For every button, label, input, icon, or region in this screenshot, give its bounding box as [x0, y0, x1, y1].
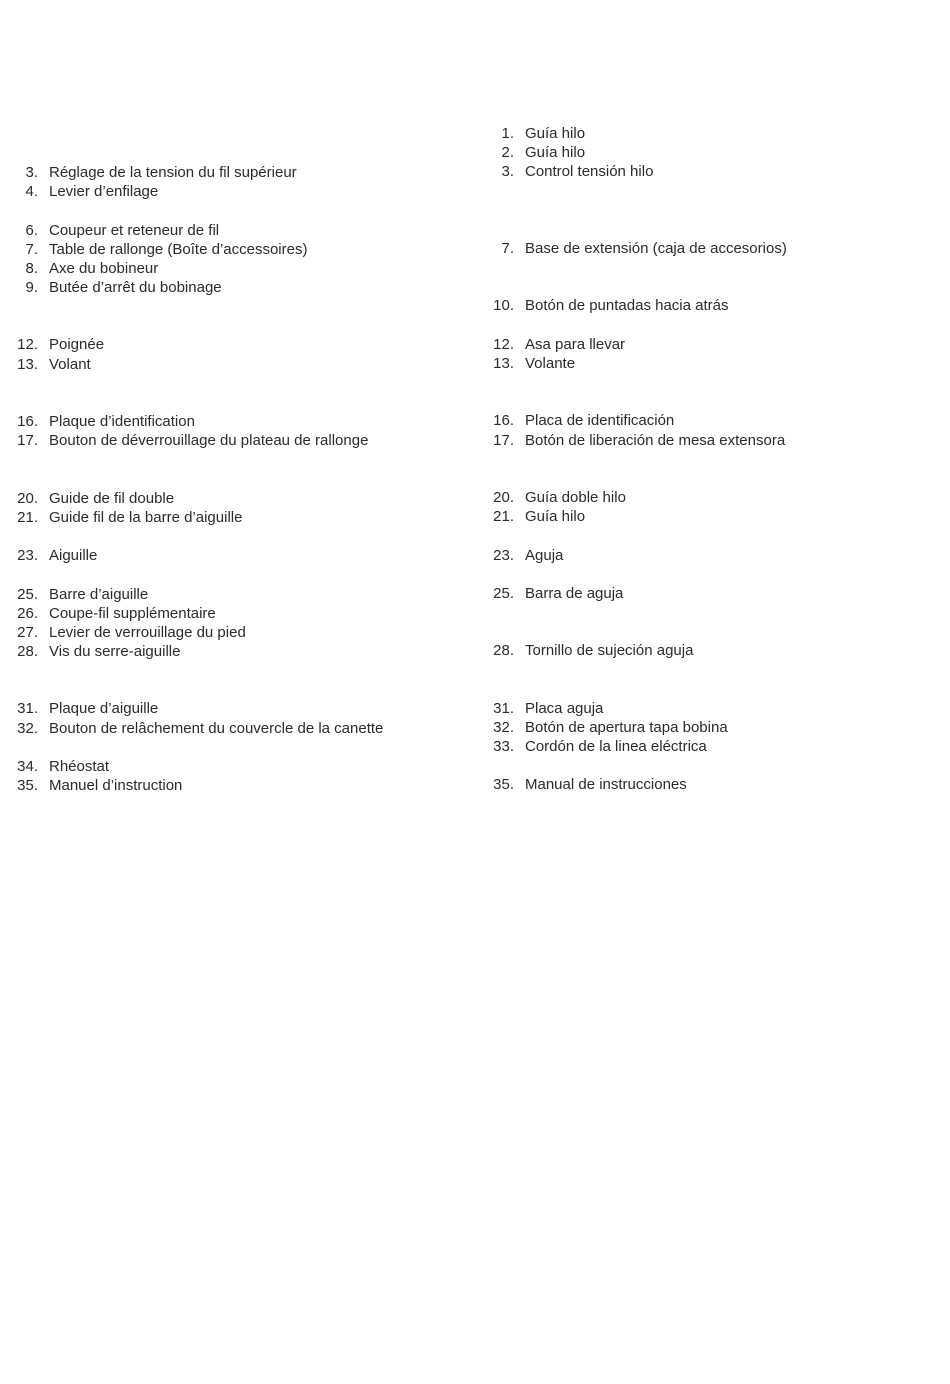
- item-label: Guía hilo: [525, 144, 586, 161]
- item-number: 12.: [17, 336, 38, 353]
- item-label: Aguja: [525, 547, 564, 564]
- item-number: 26.: [17, 605, 38, 622]
- item-number: 17.: [493, 432, 514, 449]
- item-number: 33.: [493, 738, 514, 755]
- item-number: 1.: [501, 125, 514, 142]
- item-number: 17.: [17, 432, 38, 449]
- item-label: Control tensión hilo: [525, 163, 654, 180]
- item-number: 32.: [493, 719, 514, 736]
- item-label: Rhéostat: [49, 758, 110, 775]
- item-number: 25.: [17, 586, 38, 603]
- item-label: Poignée: [49, 336, 105, 353]
- item-number: 21.: [17, 509, 38, 526]
- item-number: 16.: [493, 412, 514, 429]
- item-label: Botón de apertura tapa bobina: [525, 719, 728, 736]
- item-label: Guide fil de la barre d’aiguille: [49, 509, 243, 526]
- item-label: Placa aguja: [525, 700, 604, 717]
- item-number: 35.: [17, 777, 38, 794]
- item-label: Botón de puntadas hacia atrás: [525, 297, 729, 314]
- item-label: Asa para llevar: [525, 336, 626, 353]
- item-label: Guía doble hilo: [525, 489, 626, 506]
- item-number: 9.: [25, 279, 38, 296]
- item-number: 34.: [17, 758, 38, 775]
- item-number: 8.: [25, 260, 38, 277]
- item-number: 13.: [17, 356, 38, 373]
- item-number: 12.: [493, 336, 514, 353]
- item-number: 23.: [17, 547, 38, 564]
- item-number: 20.: [493, 489, 514, 506]
- item-number: 20.: [17, 490, 38, 507]
- item-number: 16.: [17, 413, 38, 430]
- item-label: Barre d’aiguille: [49, 586, 149, 603]
- item-number: 28.: [493, 642, 514, 659]
- item-label: Coupeur et reteneur de fil: [49, 222, 220, 239]
- item-label: Plaque d’identification: [49, 413, 195, 430]
- item-label: Axe du bobineur: [49, 260, 159, 277]
- item-label: Cordón de la linea eléctrica: [525, 738, 707, 755]
- item-label: Volante: [525, 355, 576, 372]
- item-label: Vis du serre-aiguille: [49, 643, 181, 660]
- item-number: 4.: [25, 183, 38, 200]
- item-label: Bouton de déverrouillage du plateau de rallonge: [49, 432, 369, 449]
- item-label: Levier d’enfilage: [49, 183, 159, 200]
- item-label: Guía hilo: [525, 508, 586, 525]
- item-label: Guide de fil double: [49, 490, 175, 507]
- item-label: Volant: [49, 356, 91, 373]
- item-label: Manuel d’instruction: [49, 777, 183, 794]
- item-number: 23.: [493, 547, 514, 564]
- item-label: Barra de aguja: [525, 585, 624, 602]
- item-number: 3.: [501, 163, 514, 180]
- item-number: 6.: [25, 222, 38, 239]
- item-label: Levier de verrouillage du pied: [49, 624, 246, 641]
- item-label: Tornillo de sujeción aguja: [525, 642, 694, 659]
- item-label: Bouton de relâchement du couvercle de la canette: [49, 720, 384, 737]
- item-label: Aiguille: [49, 547, 98, 564]
- item-number: 13.: [493, 355, 514, 372]
- item-label: Placa de identificación: [525, 412, 675, 429]
- item-number: 28.: [17, 643, 38, 660]
- item-number: 27.: [17, 624, 38, 641]
- item-number: 31.: [493, 700, 514, 717]
- item-number: 7.: [501, 240, 514, 257]
- item-label: Coupe-fil supplémentaire: [49, 605, 216, 622]
- item-number: 32.: [17, 720, 38, 737]
- item-label: Botón de liberación de mesa extensora: [525, 432, 786, 449]
- item-number: 21.: [493, 508, 514, 525]
- item-number: 3.: [25, 164, 38, 181]
- item-number: 25.: [493, 585, 514, 602]
- item-label: Butée d’arrêt du bobinage: [49, 279, 222, 296]
- item-label: Guía hilo: [525, 125, 586, 142]
- item-number: 10.: [493, 297, 514, 314]
- item-label: Plaque d’aiguille: [49, 700, 159, 717]
- item-label: Manual de instrucciones: [525, 776, 687, 793]
- item-number: 31.: [17, 700, 38, 717]
- item-number: 2.: [501, 144, 514, 161]
- item-label: Base de extensión (caja de accesorios): [525, 240, 787, 257]
- item-number: 7.: [25, 241, 38, 258]
- item-number: 35.: [493, 776, 514, 793]
- item-label: Réglage de la tension du fil supérieur: [49, 164, 297, 181]
- item-label: Table de rallonge (Boîte d’accessoires): [49, 241, 308, 258]
